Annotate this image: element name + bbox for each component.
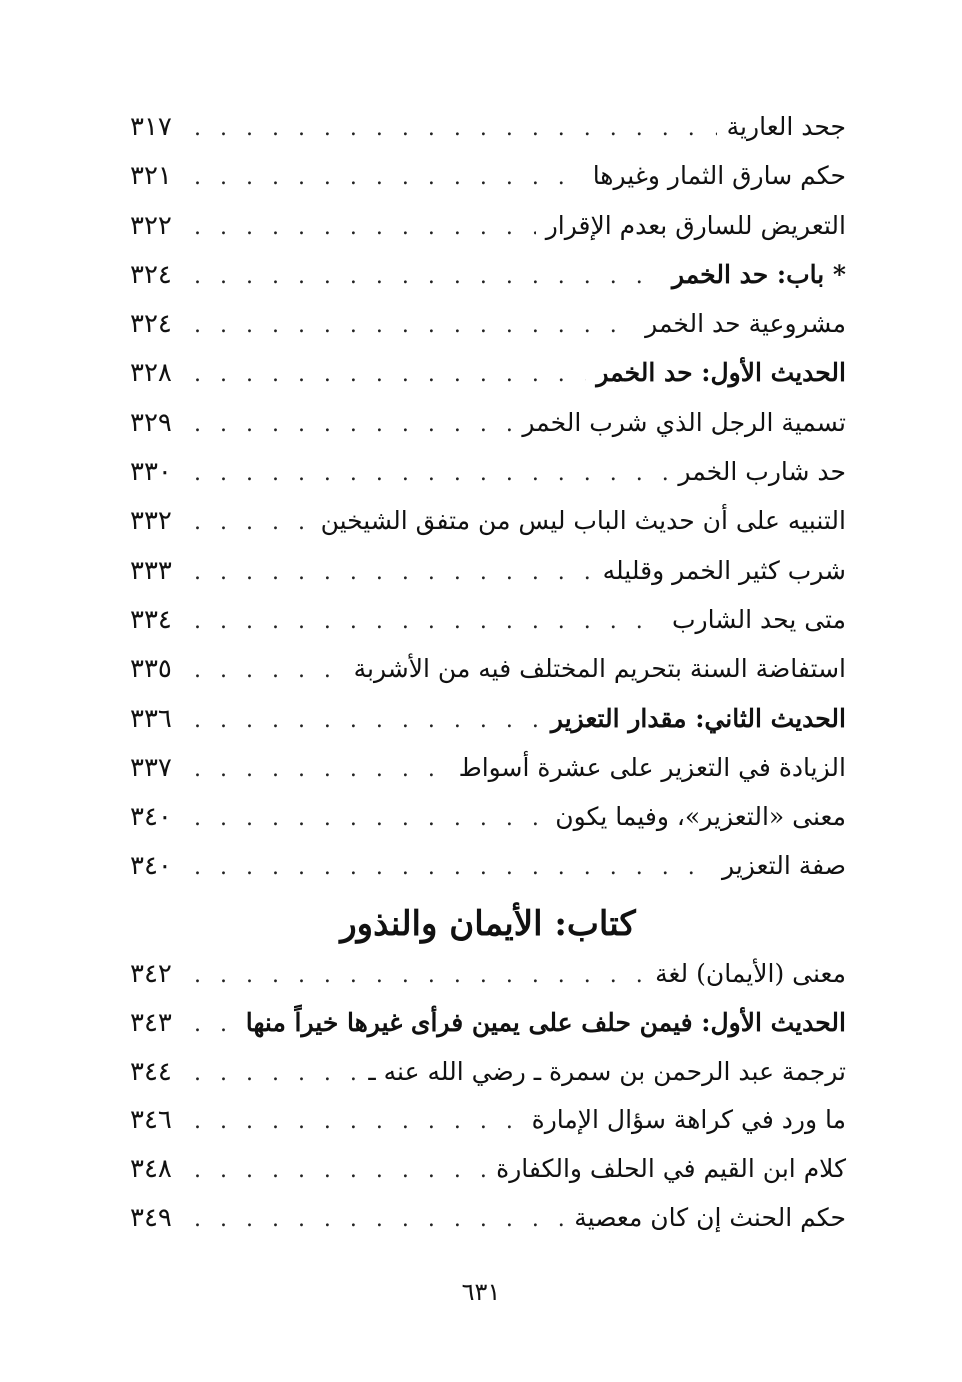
toc-entry xyxy=(130,1194,846,1243)
toc-entry-page: ٣٣٥ xyxy=(130,654,172,685)
toc-entry-chapter xyxy=(130,250,846,299)
toc-entry-page: ٣٢٨ xyxy=(130,358,172,389)
leader-dots xyxy=(194,1147,486,1196)
leader-dots xyxy=(194,952,645,1001)
toc-entry-title: كلام ابن القيم في الحلف والكفارة xyxy=(496,1154,846,1184)
toc-entry-hadith xyxy=(130,348,846,397)
toc-entry-page: ٣٢٢ xyxy=(130,210,172,241)
leader-dots xyxy=(194,252,662,301)
toc-entry xyxy=(130,299,846,348)
toc-entry-title: حد شارب الخمر xyxy=(678,457,846,487)
toc-entry xyxy=(130,644,846,693)
toc-entry-title: الحديث الثاني: مقدار التعزير xyxy=(550,703,846,733)
toc-entry-page: ٣٢١ xyxy=(130,161,172,192)
toc-entry-hadith xyxy=(130,694,846,743)
section-heading: كتاب: الأيمان والنذور xyxy=(340,904,636,944)
page-number: ٦٣١ xyxy=(461,1278,501,1306)
toc-entry xyxy=(130,950,846,999)
leader-dots xyxy=(194,843,712,892)
toc-entry-title: ترجمة عبد الرحمن بن سمرة ـ رضي الله عنه ـ xyxy=(368,1056,846,1086)
leader-dots xyxy=(194,350,586,399)
toc-entry-page: ٣٤٦ xyxy=(130,1105,172,1136)
toc-entry-page: ٣٣٧ xyxy=(130,752,172,783)
leader-dots xyxy=(194,153,583,202)
leader-dots xyxy=(194,449,668,498)
toc-entry-title: الحديث الأول: فيمن حلف على يمين فرأى غيرها خيراً منها xyxy=(245,1007,846,1037)
toc-entry-page: ٣٢٩ xyxy=(130,407,172,438)
leader-dots xyxy=(194,1196,564,1245)
leader-dots xyxy=(194,301,635,350)
toc-entry-title: الحديث الأول: حد الخمر xyxy=(596,358,846,388)
toc-entry xyxy=(130,1145,846,1194)
leader-dots xyxy=(194,696,541,745)
leader-dots xyxy=(194,597,662,646)
toc-entry xyxy=(130,398,846,447)
toc-entry-title: متى يحد الشارب xyxy=(672,604,846,634)
toc-entry-page: ٣٢٤ xyxy=(130,259,172,290)
toc-entry xyxy=(130,743,846,792)
toc-entry xyxy=(130,151,846,200)
toc-entry xyxy=(130,792,846,841)
toc-entry-page: ٣٣٦ xyxy=(130,703,172,734)
toc-entry-hadith xyxy=(130,999,846,1048)
toc-entry xyxy=(130,102,846,151)
leader-dots xyxy=(194,548,593,597)
leader-dots xyxy=(194,1098,522,1147)
toc-entry-title: معنى (الأيمان) لغة xyxy=(655,959,846,988)
toc-entry-title: صفة التعزير xyxy=(722,851,846,881)
toc-entry-title: الزيادة في التعزير على عشرة أسواط xyxy=(458,752,846,782)
leader-dots xyxy=(194,498,311,547)
leader-dots xyxy=(194,1001,236,1050)
toc-entry-page: ٣٣٠ xyxy=(130,457,172,488)
leader-dots xyxy=(194,1050,358,1099)
toc-entry xyxy=(130,496,846,545)
toc-entry-page: ٣٤٤ xyxy=(130,1056,172,1087)
toc-entry xyxy=(130,595,846,644)
leader-dots xyxy=(194,794,545,843)
toc-entry-title: استفاضة السنة بتحريم المختلف فيه من الأشربة xyxy=(353,654,846,684)
toc-entry-page: ٣٤٣ xyxy=(130,1007,172,1038)
leader-dots xyxy=(194,745,449,794)
toc-list-bottom xyxy=(130,950,846,1243)
toc-entry xyxy=(130,546,846,595)
toc-entry xyxy=(130,201,846,250)
toc-entry-page: ٣٤٠ xyxy=(130,802,172,833)
toc-entry-page: ٣٣٣ xyxy=(130,555,172,586)
toc-list-top xyxy=(130,102,846,891)
toc-entry-title: معنى «التعزير»، وفيما يكون xyxy=(555,802,846,832)
toc-entry-page: ٣٣٤ xyxy=(130,604,172,635)
toc-entry-title: جحد العارية xyxy=(726,112,846,141)
toc-entry-title: ما ورد في كراهة سؤال الإمارة xyxy=(531,1105,846,1135)
toc-entry-title: حكم الحنث إن كان معصية xyxy=(574,1202,846,1232)
toc-entry xyxy=(130,841,846,890)
toc-entry-page: ٣٢٤ xyxy=(130,309,172,340)
leader-dots xyxy=(194,104,717,153)
toc-entry-page: ٣٤٢ xyxy=(130,959,172,989)
toc-entry-title: مشروعية حد الخمر xyxy=(645,309,846,339)
leader-dots xyxy=(194,203,536,252)
toc-entry-title: التنبيه على أن حديث الباب ليس من متفق الشيخين xyxy=(320,506,846,536)
toc-entry xyxy=(130,1096,846,1145)
toc-entry-title: شرب كثير الخمر وقليله xyxy=(602,555,846,585)
toc-entry-page: ٣٤٩ xyxy=(130,1202,172,1233)
toc-entry-title: تسمية الرجل الذي شرب الخمر xyxy=(522,407,846,437)
leader-dots xyxy=(194,400,512,449)
toc-entry-title: التعريض للسارق بعدم الإقرار xyxy=(545,210,846,240)
toc-entry-title: * باب: حد الخمر xyxy=(671,259,846,289)
toc-entry xyxy=(130,447,846,496)
leader-dots xyxy=(194,646,344,695)
toc-entry-page: ٣٣٢ xyxy=(130,506,172,537)
toc-entry-page: ٣١٧ xyxy=(130,112,172,142)
toc-entry-title: حكم سارق الثمار وغيرها xyxy=(592,161,846,191)
toc-entry-page: ٣٤٠ xyxy=(130,851,172,882)
toc-entry-page: ٣٤٨ xyxy=(130,1154,172,1185)
toc-entry xyxy=(130,1048,846,1097)
